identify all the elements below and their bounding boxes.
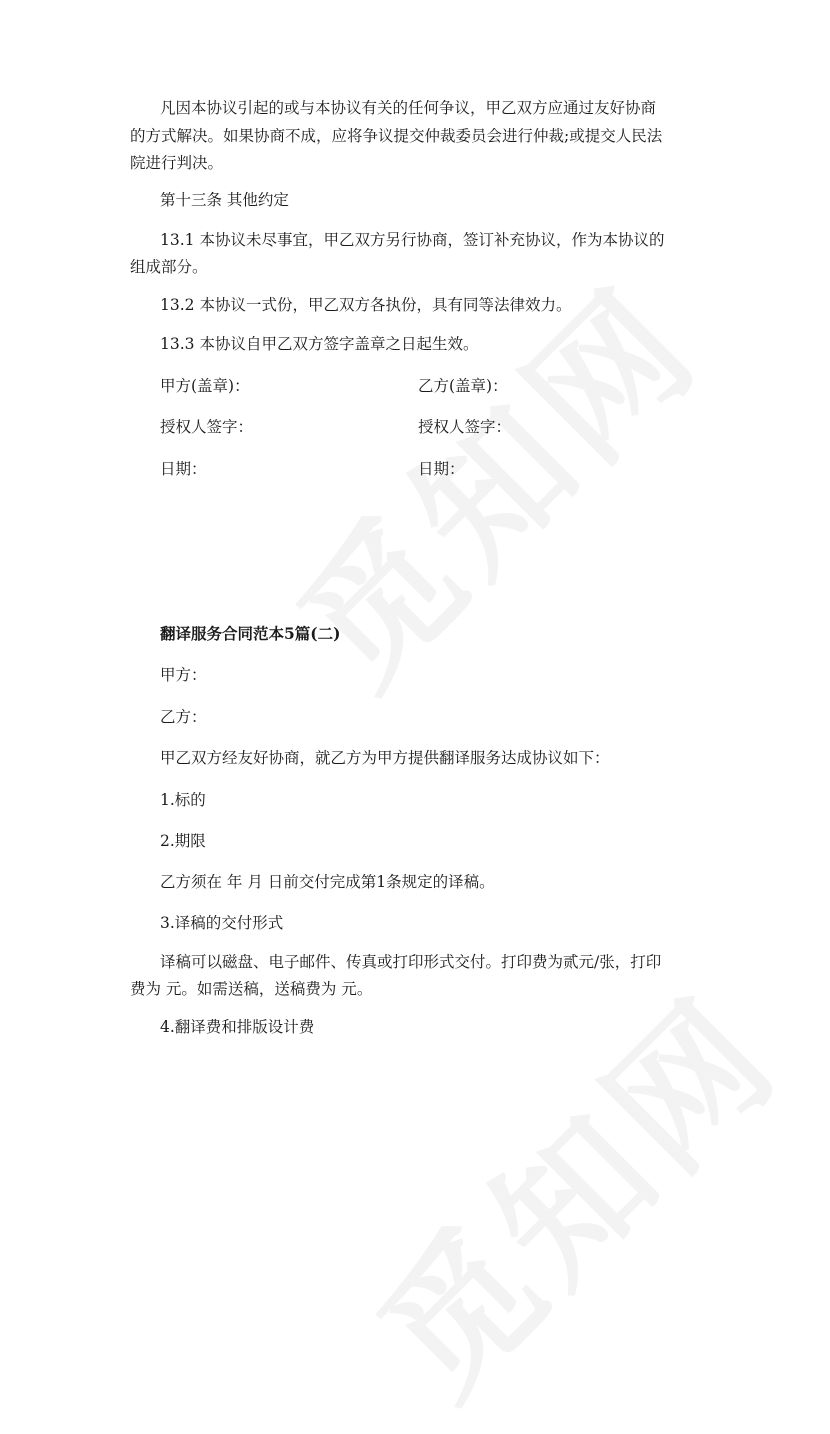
agreement-intro: 甲乙双方经友好协商，就乙方为甲方提供翻译服务达成协议如下： (160, 749, 610, 767)
authorized-signature-b: 授权人签字： (418, 418, 512, 436)
item-3-delivery-form: 3.译稿的交付形式 (160, 914, 284, 932)
item-1-subject: 1.标的 (160, 791, 206, 809)
party-a-seal-label: 甲方(盖章)： (160, 377, 250, 395)
clause-13-1-line1: 13.1 本协议未尽事宜，甲乙双方另行协商，签订补充协议，作为本协议的 (160, 231, 665, 249)
watermark-lower (324, 942, 816, 1434)
item-4-fees: 4.翻译费和排版设计费 (160, 1018, 315, 1036)
clause-13-1-line2: 组成部分。 (130, 258, 208, 276)
item-2-term: 2.期限 (160, 832, 206, 850)
party-a-label: 甲方： (160, 666, 207, 684)
delivery-paragraph-line2: 费为 元。如需送稿，送稿费为 元。 (130, 980, 373, 998)
party-b-label: 乙方： (160, 708, 207, 726)
deadline-text: 乙方须在 年 月 日前交付完成第1条规定的译稿。 (160, 873, 495, 891)
delivery-paragraph-line1: 译稿可以磁盘、电子邮件、传真或打印形式交付。打印费为贰元/张，打印 (160, 953, 662, 971)
clause-13-3: 13.3 本协议自甲乙双方签字盖章之日起生效。 (160, 335, 479, 353)
clause-13-2: 13.2 本协议一式份，甲乙双方各执份，具有同等法律效力。 (160, 296, 572, 314)
party-b-seal-label: 乙方(盖章)： (418, 377, 508, 395)
section-title: 翻译服务合同范本5篇(二) (160, 624, 341, 643)
article-13-heading: 第十三条 其他约定 (160, 191, 289, 209)
dispute-paragraph-line3: 院进行判决。 (130, 154, 224, 172)
authorized-signature-a: 授权人签字： (160, 418, 254, 436)
date-label-a: 日期： (160, 460, 207, 478)
dispute-paragraph-line2: 的方式解决。如果协商不成，应将争议提交仲裁委员会进行仲裁;或提交人民法 (130, 127, 663, 145)
date-label-b: 日期： (418, 460, 465, 478)
dispute-paragraph-line1: 凡因本协议引起的或与本协议有关的任何争议，甲乙双方应通过友好协商 (160, 99, 657, 117)
